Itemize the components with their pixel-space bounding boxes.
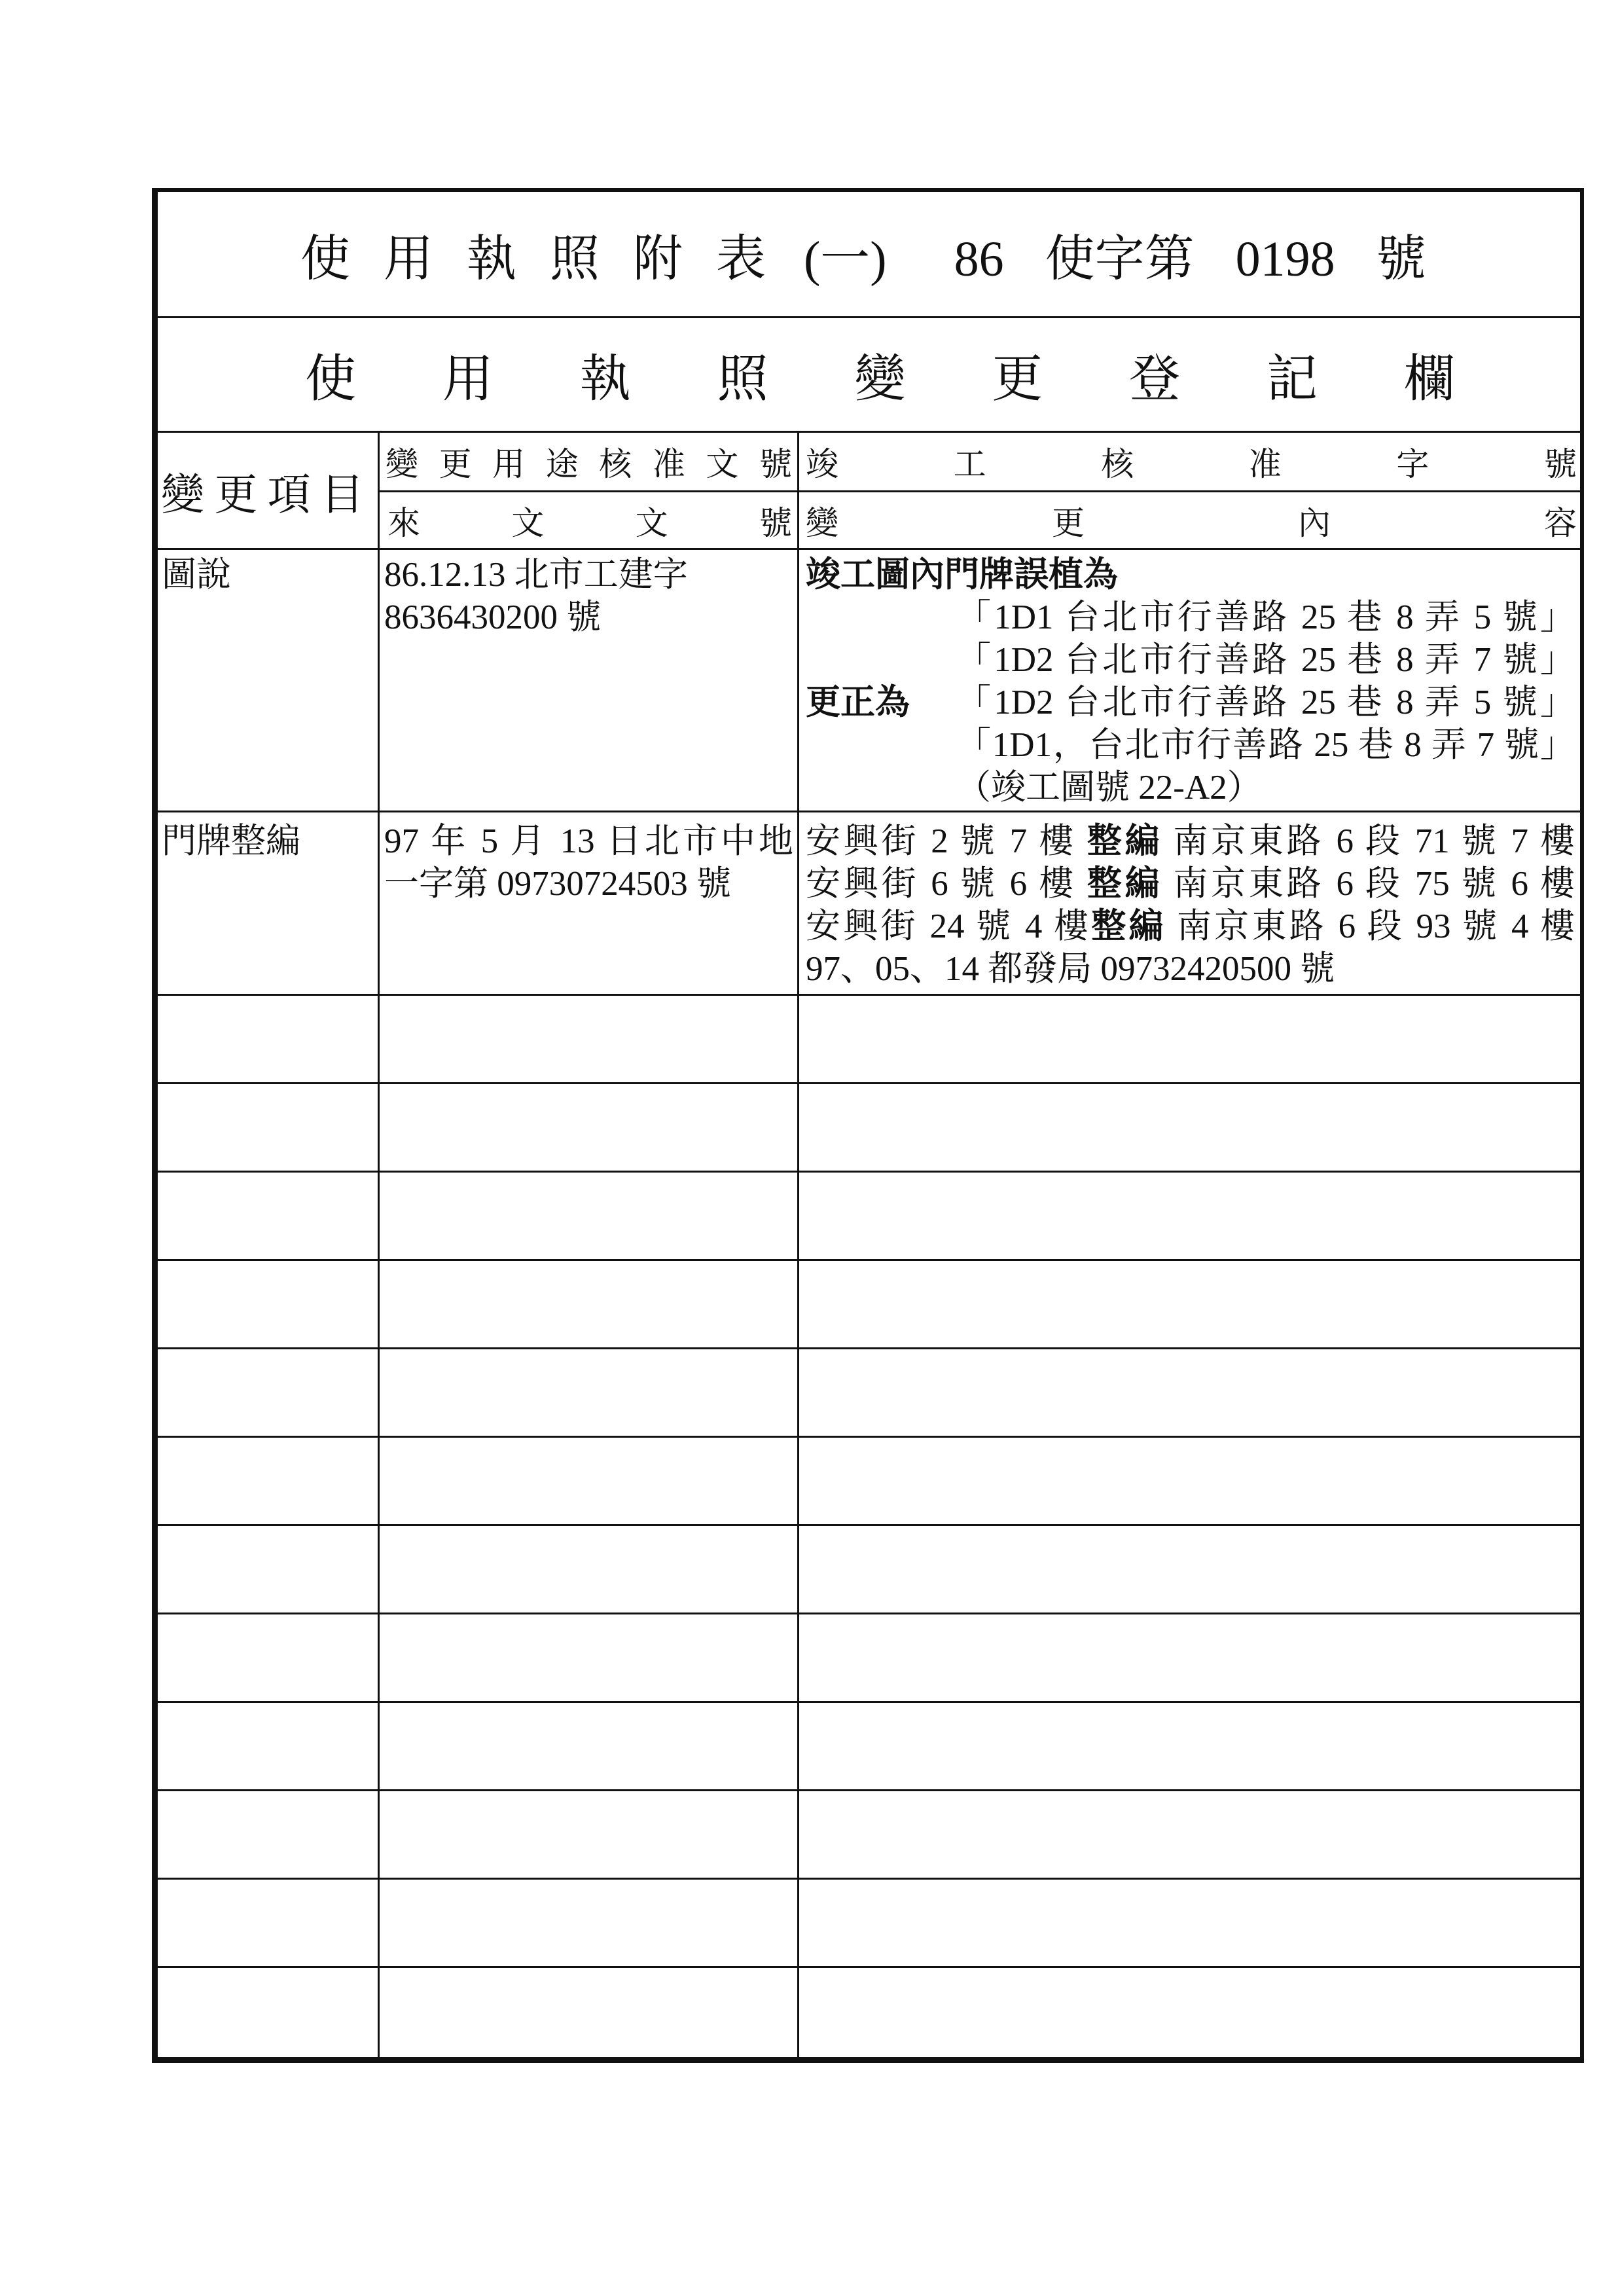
error-heading: 竣工圖內門牌誤植為: [806, 556, 1118, 594]
empty-cell: [380, 1438, 799, 1524]
empty-cell: [380, 996, 799, 1082]
permit-change-table: [152, 188, 1584, 2063]
heading-char: 欄: [1403, 350, 1455, 407]
indent-spacer: [806, 596, 956, 639]
doc-no-line: 一字第 09730724503 號: [384, 865, 731, 903]
old-address: 安興街 6 號 6 樓: [806, 865, 1077, 903]
empty-cell: [158, 1526, 380, 1613]
heading-char: 號: [759, 504, 792, 541]
heading-char: 文: [511, 504, 545, 541]
empty-row: [158, 1968, 1580, 2057]
empty-cell: [158, 996, 380, 1082]
empty-cell: [158, 1438, 380, 1524]
heading-char: 更: [439, 446, 472, 483]
heading-char: 照: [717, 350, 768, 407]
empty-row: [158, 996, 1580, 1084]
table-row: [158, 550, 1580, 812]
empty-cell: [799, 1084, 1580, 1171]
content-line: [806, 682, 1575, 724]
header-change-item-cell: [158, 433, 380, 548]
header-completion-subcell: [799, 433, 1580, 492]
empty-cell: [380, 1261, 799, 1347]
empty-cell: [799, 1438, 1580, 1524]
section-title: [305, 338, 1455, 411]
header-doc-no-cell: [380, 433, 799, 548]
correction-label: 更正為: [806, 683, 910, 721]
new-address: 南京東路 6 段 71 號 7 樓: [1173, 822, 1575, 860]
change-item: 門牌整編: [162, 822, 300, 860]
header-approval-subcell: [380, 433, 797, 492]
heading-char: 用: [442, 350, 494, 407]
section-title-row: [158, 318, 1580, 433]
heading-char: 途: [545, 446, 579, 483]
corrected-address: 「1D2 台北市行善路 25 巷 8 弄 5 號」: [956, 683, 1575, 721]
heading-char: 記: [1267, 350, 1318, 407]
empty-cell: [799, 1791, 1580, 1878]
change-item: 圖說: [162, 556, 231, 594]
content-line: [806, 724, 1575, 767]
heading-char: 執: [579, 350, 631, 407]
heading-char: 變: [806, 504, 838, 541]
heading-char: 文: [706, 446, 739, 483]
corrected-address: 「1D1，台北市行善路 25 巷 8 弄 7 號」: [956, 726, 1575, 764]
empty-cell: [158, 1703, 380, 1789]
erroneous-address: 「1D2 台北市行善路 25 巷 8 弄 7 號」: [956, 641, 1575, 679]
renumber-label: 整編: [1091, 907, 1166, 945]
heading-char: 核: [599, 446, 632, 483]
content-line: [806, 767, 1575, 809]
heading-char: 目: [320, 471, 364, 519]
title-row: [158, 192, 1580, 318]
erroneous-address: 「1D1 台北市行善路 25 巷 8 弄 5 號」: [956, 598, 1575, 636]
heading-char: 更: [1052, 504, 1085, 541]
heading-char: 准: [1248, 446, 1282, 483]
heading-char: 用: [492, 446, 526, 483]
empty-cell: [158, 1791, 380, 1878]
renumber-label: 整編: [1087, 822, 1163, 860]
doc-no-line: 8636430200 號: [384, 598, 602, 636]
content-line: [806, 639, 1575, 682]
empty-cell: [799, 1349, 1580, 1436]
heading-char: 使: [305, 350, 357, 407]
empty-cell: [158, 1084, 380, 1171]
empty-cell: [799, 1968, 1580, 2057]
drawing-note: （竣工圖號 22-A2）: [956, 769, 1262, 807]
heading-char: 變: [386, 446, 418, 483]
old-address: 安興街 2 號 7 樓: [806, 822, 1077, 860]
empty-row: [158, 1349, 1580, 1438]
renumbering-line: [806, 820, 1575, 863]
heading-char: 准: [652, 446, 685, 483]
empty-cell: [158, 1880, 380, 1966]
header-content-cell: [799, 433, 1580, 548]
header-change-item: [161, 460, 364, 522]
change-item-cell: [158, 812, 380, 994]
empty-row: [158, 1438, 1580, 1526]
empty-row: [158, 1703, 1580, 1791]
document-title: 使用執照附表: [300, 231, 799, 287]
heading-char: 字: [1396, 446, 1429, 483]
empty-cell: [799, 1261, 1580, 1347]
empty-cell: [158, 1614, 380, 1701]
doc-no-line: 97 年 5 月 13 日北市中地: [384, 822, 793, 860]
empty-cell: [799, 996, 1580, 1082]
empty-cell: [158, 1968, 380, 2057]
heading-char: 號: [1543, 446, 1577, 483]
heading-char: 容: [1544, 504, 1577, 541]
heading-char: 項: [267, 471, 311, 519]
empty-cell: [799, 1703, 1580, 1789]
heading-char: 來: [387, 504, 420, 541]
empty-cell: [799, 1614, 1580, 1701]
header-completion-approval-no: [806, 438, 1577, 485]
heading-char: 變: [161, 471, 204, 519]
empty-cell: [158, 1173, 380, 1259]
renumbering-line: [806, 905, 1575, 948]
heading-char: 內: [1298, 504, 1331, 541]
empty-cell: [380, 1968, 799, 2057]
heading-char: 核: [1101, 446, 1134, 483]
empty-cell: [799, 1880, 1580, 1966]
new-address: 南京東路 6 段 75 號 6 樓: [1173, 865, 1575, 903]
empty-cell: [380, 1791, 799, 1878]
renumbering-line: [806, 863, 1575, 905]
heading-char: 工: [953, 446, 986, 483]
empty-cell: [380, 1614, 799, 1701]
heading-char: 號: [759, 446, 792, 483]
heading-char: 竣: [806, 446, 838, 483]
annex-number: (一): [804, 231, 887, 287]
empty-cell: [158, 1261, 380, 1347]
heading-char: 變: [854, 350, 906, 407]
empty-cell: [799, 1173, 1580, 1259]
permit-number: 86 使字第 0198 號: [954, 231, 1426, 287]
heading-char: 更: [992, 350, 1043, 407]
empty-cell: [380, 1084, 799, 1171]
indent-spacer: [806, 639, 956, 682]
empty-row: [158, 1880, 1580, 1968]
old-address: 安興街 24 號 4 樓: [806, 907, 1092, 945]
empty-cell: [380, 1526, 799, 1613]
header-incoming-doc-no: [387, 497, 792, 544]
column-header-row: [158, 433, 1580, 550]
empty-row: [158, 1084, 1580, 1173]
indent-spacer: [806, 767, 956, 809]
empty-row: [158, 1526, 1580, 1614]
empty-row: [158, 1791, 1580, 1880]
empty-cell: [380, 1703, 799, 1789]
new-address: 南京東路 6 段 93 號 4 樓: [1176, 907, 1575, 945]
heading-char: 更: [214, 471, 258, 519]
renumber-label: 整編: [1087, 865, 1163, 903]
empty-cell: [799, 1526, 1580, 1613]
indent-spacer: [806, 724, 956, 767]
empty-cell: [380, 1880, 799, 1966]
doc-no-line: 86.12.13 北市工建字: [384, 556, 688, 594]
change-content-cell: [799, 812, 1580, 994]
change-content-cell: [799, 550, 1580, 811]
doc-no-cell: [380, 812, 799, 994]
empty-cell: [380, 1349, 799, 1436]
header-change-content-subcell: [799, 492, 1580, 548]
table-row: [158, 812, 1580, 996]
content-line: [806, 596, 1575, 639]
header-incoming-subcell: [380, 492, 797, 548]
doc-no-cell: [380, 550, 799, 811]
header-change-content: [806, 497, 1577, 544]
empty-cell: [158, 1349, 380, 1436]
heading-char: 文: [635, 504, 668, 541]
empty-row: [158, 1261, 1580, 1349]
reference-line: 97、05、14 都發局 09732420500 號: [806, 950, 1335, 988]
empty-row: [158, 1614, 1580, 1703]
header-use-change-approval-no: [386, 438, 792, 485]
empty-cell: [380, 1173, 799, 1259]
empty-row: [158, 1173, 1580, 1261]
change-item-cell: [158, 550, 380, 811]
heading-char: 登: [1129, 350, 1181, 407]
